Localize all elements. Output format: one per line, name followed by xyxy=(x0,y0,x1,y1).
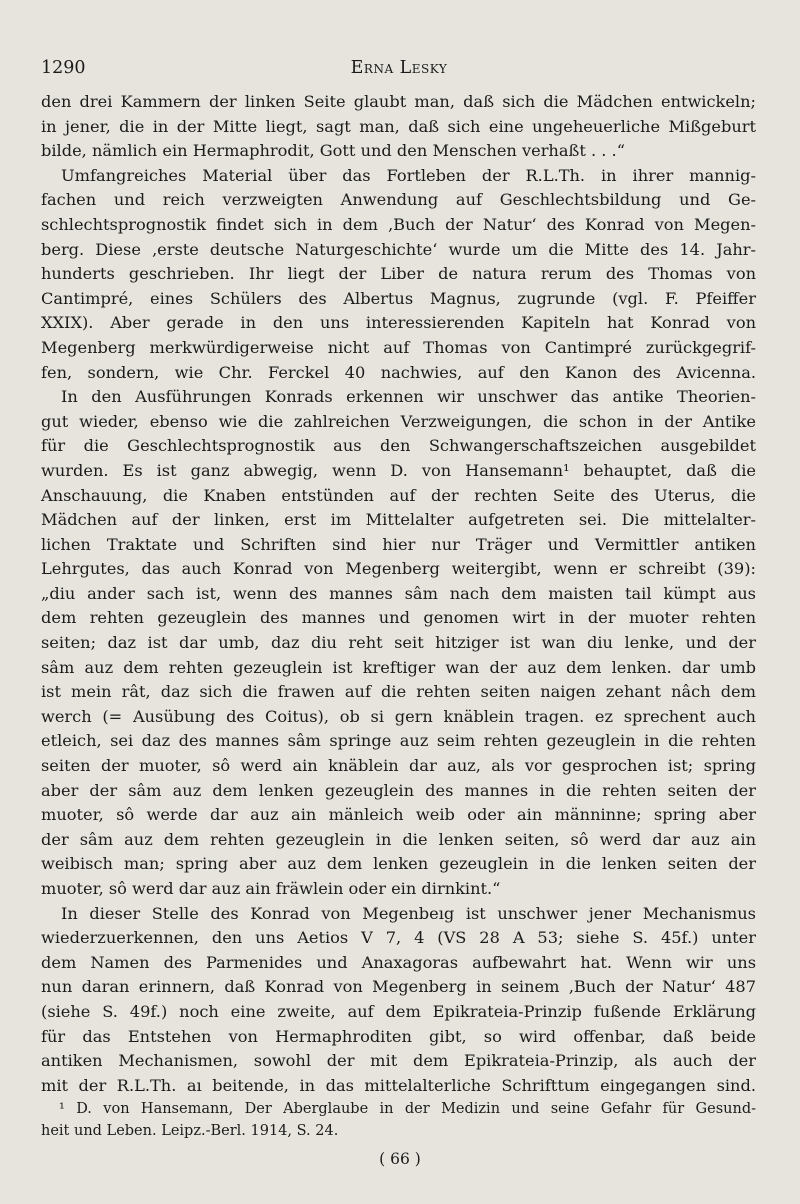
text-line: Megenberg merkwürdigerweise nicht auf Thomas von Cantimpré zurückgegrif- xyxy=(41,337,756,357)
footnote-line: ¹ D. von Hansemann, Der Aberglaube in der Medizin und seine Gefahr für Gesund- xyxy=(59,1101,756,1117)
text-line: den drei Kammern der linken Seite glaubt man, daß sich die Mädchen entwickeln; xyxy=(41,92,756,111)
text-line: Anschauung, die Knaben entstünden auf der rechten Seite des Uterus, die xyxy=(41,485,756,505)
text-line: Cantimpré, eines Schülers des Albertus Magnus, zugrunde (vgl. F. Pfeiffer xyxy=(41,288,756,308)
text-line: (siehe S. 49f.) noch eine zweite, auf dem Epikrateia-Prinzip fußende Erklärung xyxy=(41,1001,756,1021)
text-line: muoter, sô werd dar auz ain fräwlein oder ein dirnkint.“ xyxy=(41,879,501,898)
text-line: mit der R.L.Th. aı beitende, in das mittelalterliche Schrifttum eingegangen sind. xyxy=(41,1075,756,1095)
footnote xyxy=(41,1098,756,1142)
running-head-author: Erna Lesky xyxy=(350,58,448,78)
text-line: für die Geschlechtsprognostik aus den Schwangerschaftszeichen ausgebildet xyxy=(41,436,756,456)
text-line: wurden. Es ist ganz abwegig, wenn D. von Hansemann¹ behauptet, daß die xyxy=(41,460,756,480)
text-line: ist mein rât, daz sich die frawen auf die rehten seiten naigen zehant nâch dem xyxy=(41,682,756,702)
text-line: Mädchen auf der linken, erst im Mittelalter aufgetreten sei. Die mittelalter- xyxy=(41,510,756,530)
text-line: lichen Traktate und Schriften sind hier nur Träger und Vermittler antiken xyxy=(41,534,756,554)
text-line: dem Namen des Parmenides und Anaxagoras aufbewahrt hat. Wenn wir uns xyxy=(41,952,756,972)
text-line: Lehrgutes, das auch Konrad von Megenberg weitergibt, wenn er schreibt (39): xyxy=(41,559,756,579)
text-line: seiten der muoter, sô werd ain knäblein dar auz, als vor gesprochen ist; spring xyxy=(41,756,756,776)
text-line: In dieser Stelle des Konrad von Megenbeıg ist unschwer jener Mechanismus xyxy=(61,903,756,923)
text-line: XXIX). Aber gerade in den uns interessierenden Kapiteln hat Konrad von xyxy=(41,313,756,333)
text-line: fen, sondern, wie Chr. Ferckel 40 nachwies, auf den Kanon des Avicenna. xyxy=(41,362,756,382)
text-line: antiken Mechanismen, sowohl der mit dem Epikrateia-Prinzip, als auch der xyxy=(41,1051,756,1071)
text-line: fachen und reich verzweigten Anwendung auf Geschlechtsbildung und Ge- xyxy=(41,190,756,210)
footnote-line: heit und Leben. Leipz.-Berl. 1914, S. 24. xyxy=(41,1123,339,1139)
text-line: sâm auz dem rehten gezeuglein ist kreftiger wan der auz dem lenken. dar umb xyxy=(41,657,756,677)
text-line: werch (= Ausübung des Coitus), ob si gern knäblein tragen. ez sprechent auch xyxy=(41,706,756,726)
text-line: hunderts geschrieben. Ihr liegt der Liber de natura rerum des Thomas von xyxy=(41,264,756,284)
text-line: Umfangreiches Material über das Fortleben der R.L.Th. in ihrer mannig- xyxy=(61,165,756,185)
text-line: schlechtsprognostik findet sich in dem ‚Buch der Natur‘ des Konrad von Megen- xyxy=(41,214,756,234)
text-line: seiten; daz ist dar umb, daz diu reht seit hitziger ist wan diu lenke, und der xyxy=(41,633,756,653)
text-line: In den Ausführungen Konrads erkennen wir unschwer das antike Theorien- xyxy=(61,387,756,407)
text-line: wiederzuerkennen, den uns Aetios V 7, 4 (VS 28 A 53; siehe S. 45f.) unter xyxy=(41,928,756,948)
text-line: der sâm auz dem rehten gezeuglein in die lenken seiten, sô werd dar auz ain xyxy=(41,829,756,849)
text-line: berg. Diese ‚erste deutsche Naturgeschichte‘ wurde um die Mitte des 14. Jahr- xyxy=(41,239,756,259)
text-line: nun daran erinnern, daß Konrad von Megenberg in seinem ‚Buch der Natur‘ 487 xyxy=(41,977,756,997)
running-header xyxy=(41,58,757,80)
text-line: aber der sâm auz dem lenken gezeuglein des mannes in die rehten seiten der xyxy=(41,780,756,800)
text-line: bilde, nämlich ein Hermaphrodit, Gott und den Menschen verhaßt . . .“ xyxy=(41,141,625,161)
text-line: weibisch man; spring aber auz dem lenken gezeuglein in die lenken seiten der xyxy=(41,854,756,874)
text-line: für das Entstehen von Hermaphroditen gibt, so wird offenbar, daß beide xyxy=(41,1026,756,1046)
text-line: gut wieder, ebenso wie die zahlreichen Verzweigungen, die schon in der Antike xyxy=(41,411,756,431)
text-line: dem rehten gezeuglein des mannes und genomen wirt in der muoter rehten xyxy=(41,608,756,628)
folio-number: ( 66 ) xyxy=(379,1150,421,1168)
body-text xyxy=(41,90,756,1098)
text-line: „diu ander sach ist, wenn des mannes sâm nach dem maisten tail kümpt aus xyxy=(41,583,756,603)
text-line: muoter, sô werde dar auz ain mänleich weib oder ain männinne; spring aber xyxy=(41,805,756,825)
page-number: 1290 xyxy=(41,58,86,78)
text-line: in jener, die in der Mitte liegt, sagt man, daß sich eine ungeheuerliche Mißgeburt xyxy=(41,116,756,136)
text-line: etleich, sei daz des mannes sâm springe auz seim rehten gezeuglein in die rehten xyxy=(41,731,756,751)
